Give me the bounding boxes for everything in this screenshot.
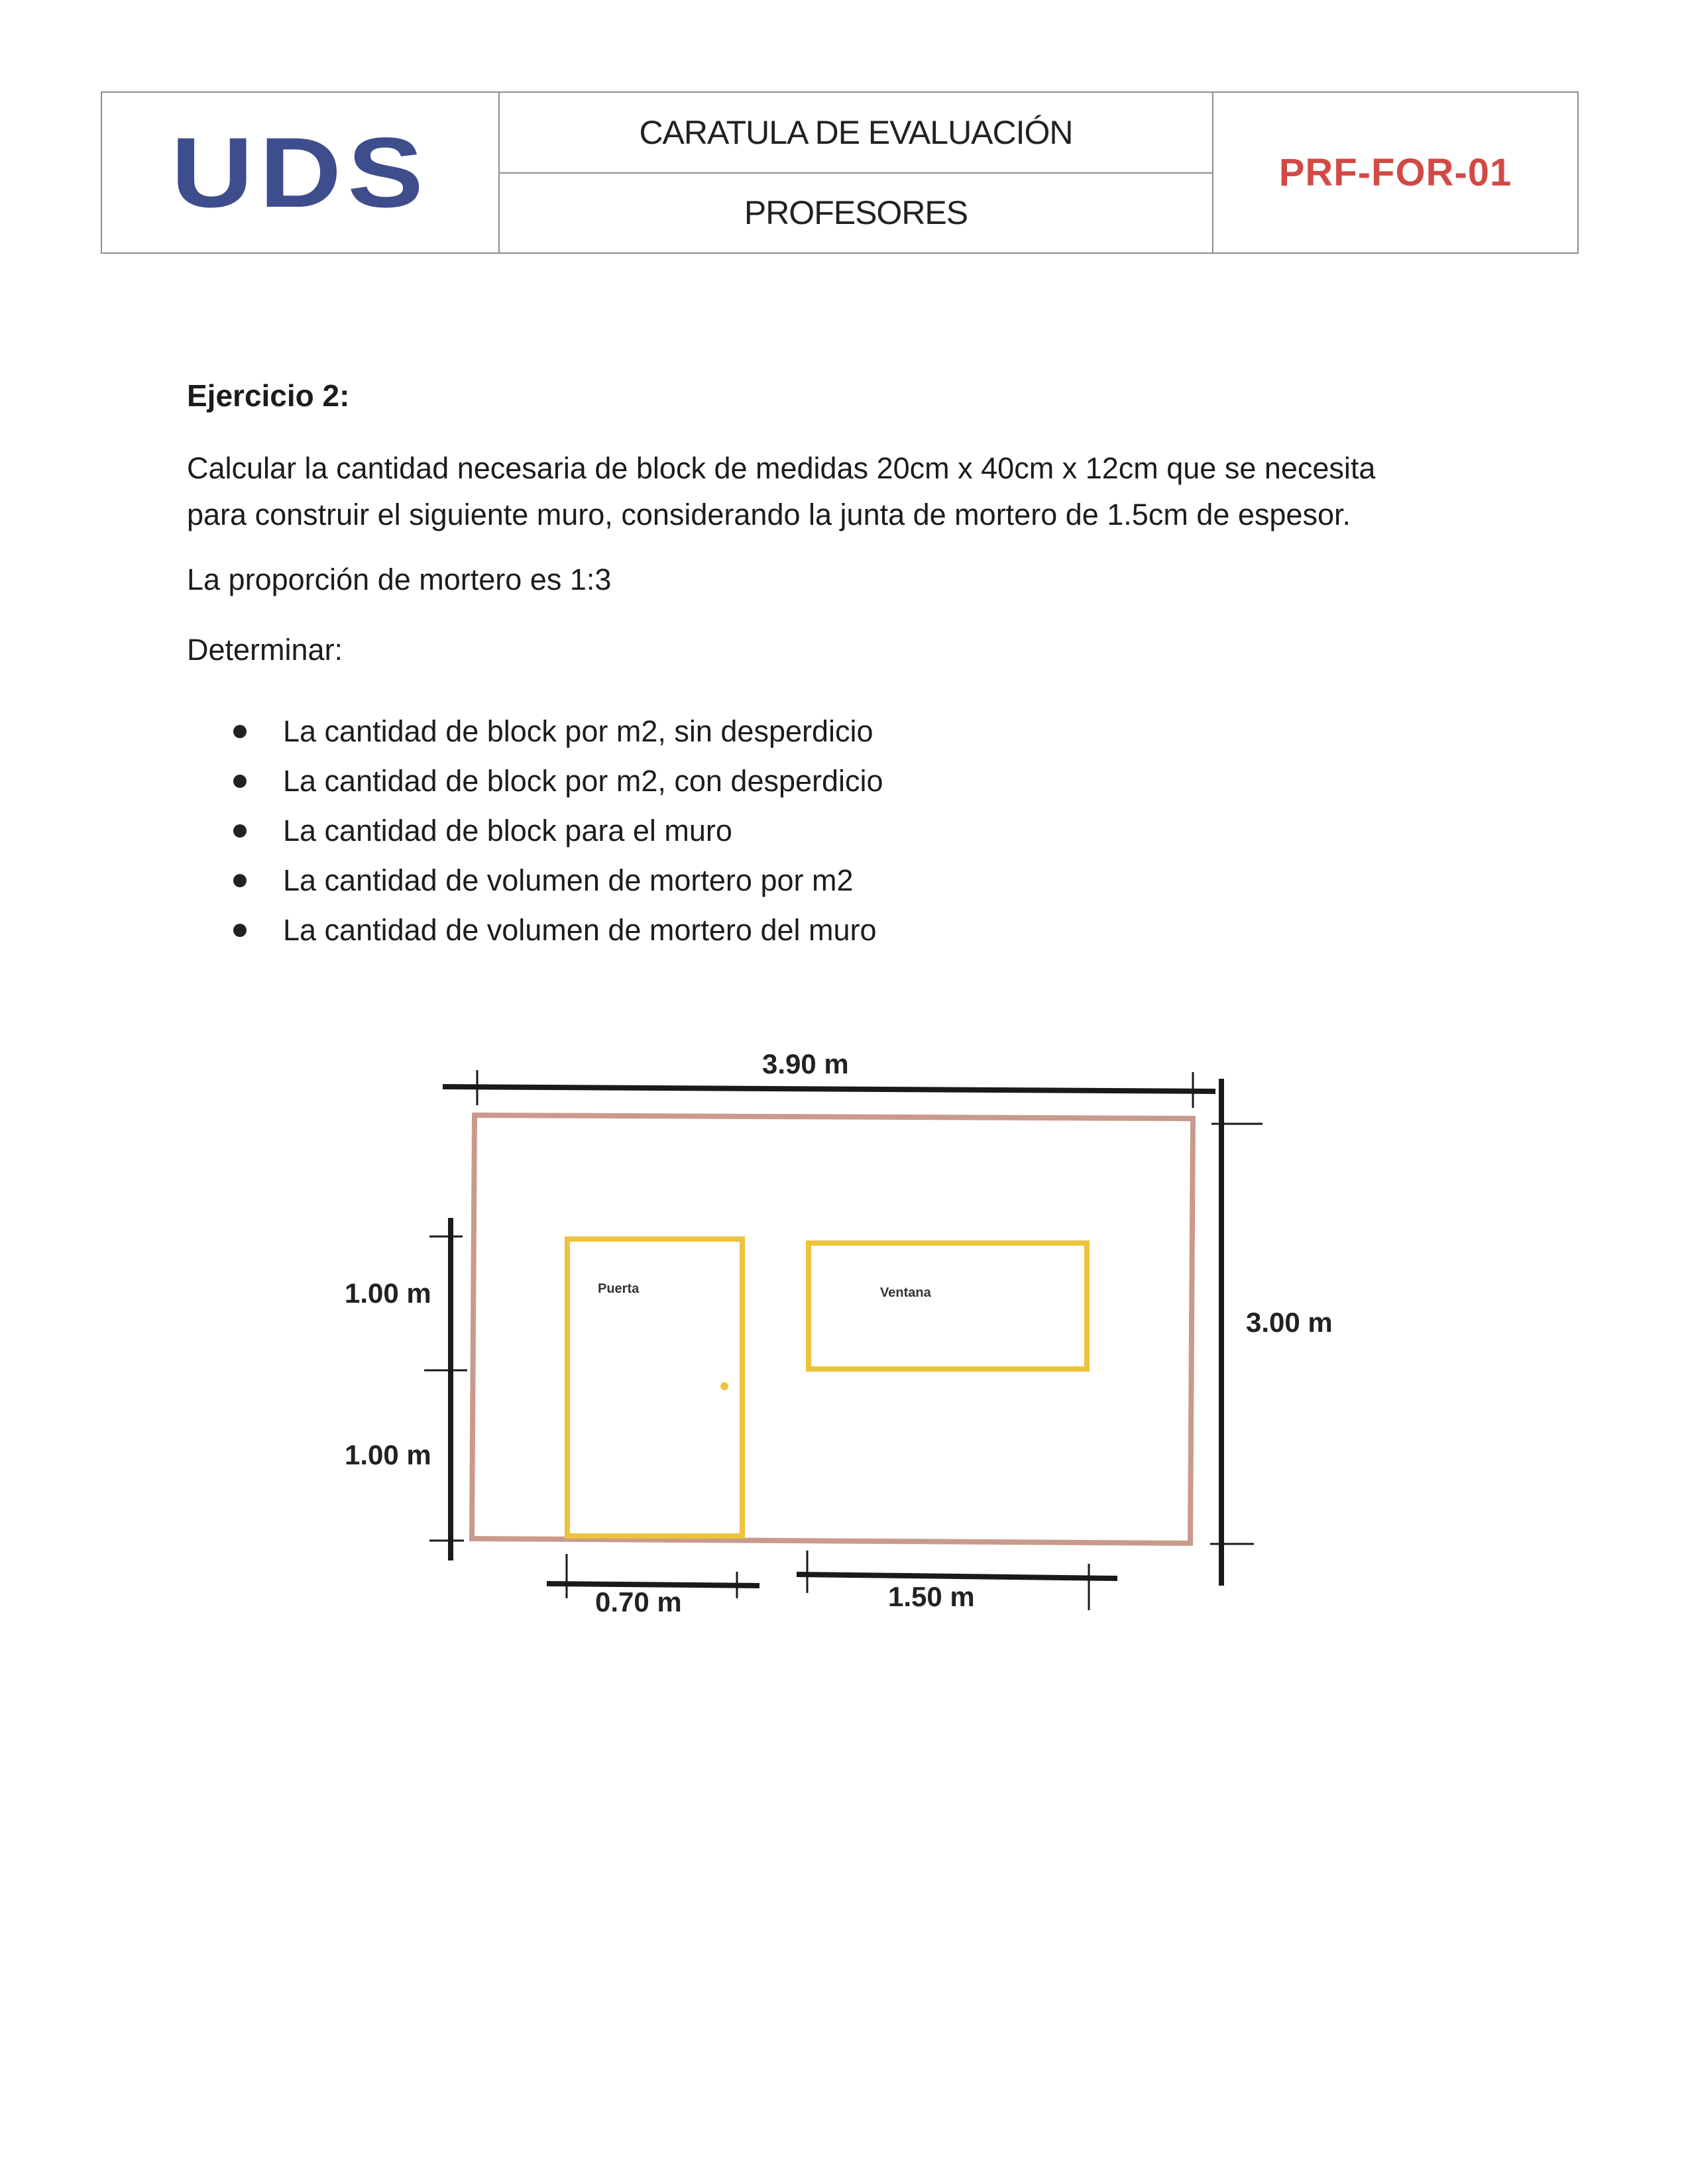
statement-line-1: Calcular la cantidad necesaria de block de medidas 20cm x 40cm x 12cm que se necesita xyxy=(187,451,1376,485)
list-item: La cantidad de volumen de mortero por m2 xyxy=(187,855,1512,905)
list-item: La cantidad de block por m2, con desperdicio xyxy=(187,756,1512,806)
window-outline xyxy=(809,1243,1087,1369)
list-item: La cantidad de block por m2, sin desperdicio xyxy=(187,706,1512,756)
form-code: PRF-FOR-01 xyxy=(1278,151,1512,194)
left-dimension xyxy=(424,1218,467,1560)
height-label: 3.00 m xyxy=(1246,1307,1333,1338)
door-knob xyxy=(720,1382,728,1390)
form-subtitle: PROFESORES xyxy=(744,194,968,232)
window-width-label: 1.50 m xyxy=(888,1581,975,1612)
upper-height-label: 1.00 m xyxy=(345,1278,431,1309)
door-outline xyxy=(567,1239,742,1536)
form-title: CARATULA DE EVALUACIÓN xyxy=(500,93,1212,174)
logo-text: UDS xyxy=(171,129,429,216)
width-label: 3.90 m xyxy=(762,1048,849,1079)
determine-label: Determinar: xyxy=(187,633,343,667)
door-label: Puerta xyxy=(598,1282,640,1296)
mortar-proportion: La proporción de mortero es 1:3 xyxy=(187,563,612,596)
lower-height-label: 1.00 m xyxy=(345,1439,431,1470)
list-item: La cantidad de block para el muro xyxy=(187,806,1512,855)
window-label: Ventana xyxy=(880,1285,931,1300)
list-item: La cantidad de volumen de mortero del muro xyxy=(187,905,1512,955)
door-width-label: 0.70 m xyxy=(595,1586,682,1617)
statement-line-2: para construir el siguiente muro, considerando la junta de mortero de 1.5cm de espesor. xyxy=(187,498,1351,531)
exercise-title: Ejercicio 2: xyxy=(187,378,350,413)
